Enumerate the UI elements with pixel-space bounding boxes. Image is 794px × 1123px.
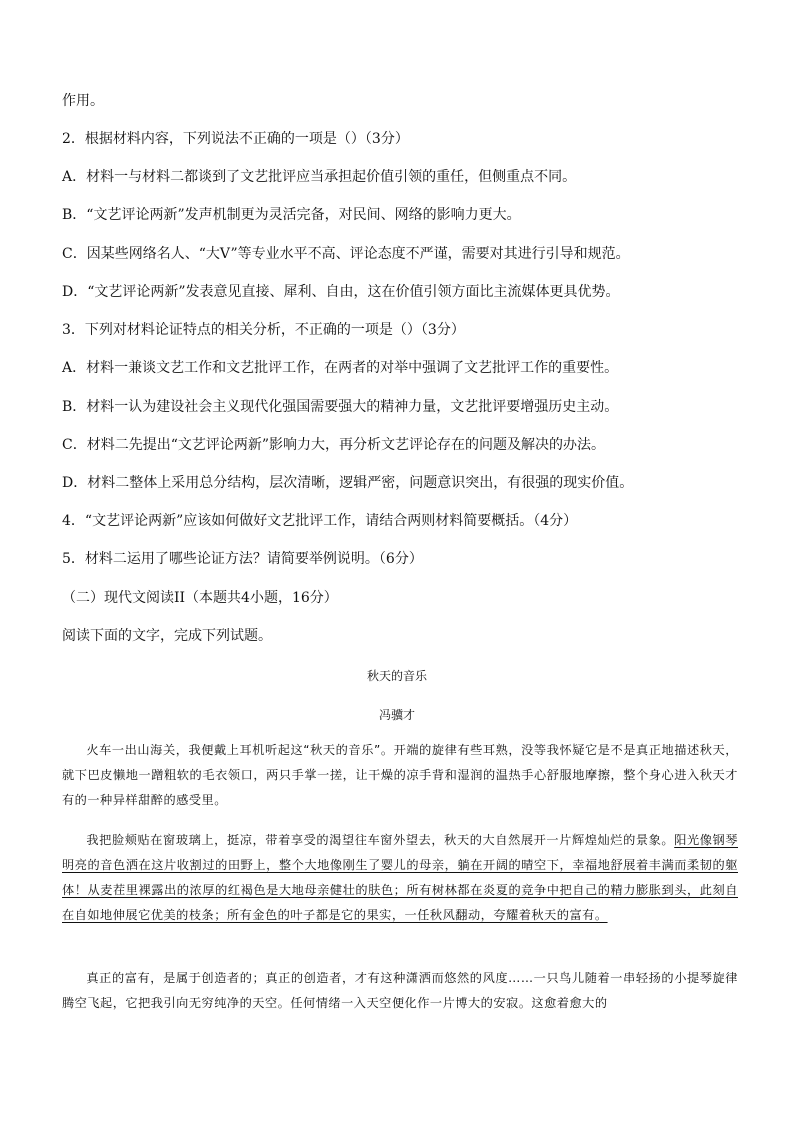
option-3d: D．材料二整体上采用总分结构，层次清晰，逻辑严密，问题意识突出，有很强的现实价值。 (62, 475, 634, 491)
article-title: 秋天的音乐 (366, 669, 427, 683)
question-2: 2．根据材料内容，下列说法不正确的一项是（）（3分） (62, 131, 409, 147)
article-paragraph-2 (62, 828, 738, 928)
reading-instruction: 阅读下面的文字，完成下列试题。 (62, 628, 272, 644)
paragraph-2-underlined: 阳光像钢琴明亮的音色洒在这片收割过的田野上，整个大地像刚生了婴儿的母亲，躺在开阔的晴空下，幸福地舒展着丰满而柔韧的躯体！从麦茬里裸露出的浓厚的红褐色是大地母亲健壮的肤色；所有树林都在炎夏的竞争中把自己的精力膨胀到头，此刻自在自如地伸展它优美的枝条；所有金色的叶子都是它的果实，一任秋风翻动，夸耀着秋天的富有。 (62, 833, 739, 922)
option-2c: C．因某些网络名人、“大V”等专业水平不高、评论态度不严谨，需要对其进行引导和规范。 (62, 246, 630, 262)
section-heading: （二）现代文阅读II（本题共4小题，16分） (62, 590, 338, 606)
option-2b: B．“文艺评论两新”发声机制更为灵活完备，对民间、网络的影响力更大。 (62, 207, 521, 223)
option-3c: C．材料二先提出“文艺评论两新”影响力大，再分析文艺评论存在的问题及解决的办法。 (62, 437, 606, 453)
article-author: 冯骥才 (378, 708, 415, 722)
question-5: 5．材料二运用了哪些论证方法？请简要举例说明。（6分） (62, 551, 423, 567)
option-2d: D．“文艺评论两新”发表意见直接、犀利、自由，这在价值引领方面比主流媒体更具优势。 (62, 284, 620, 300)
option-3a: A．材料一兼谈文艺工作和文艺批评工作，在两者的对举中强调了文艺批评工作的重要性。 (62, 360, 619, 376)
question-3: 3．下列对材料论证特点的相关分析，不正确的一项是（）（3分） (62, 322, 465, 338)
text-line: 作用。 (62, 93, 104, 109)
question-4: 4．“文艺评论两新”应该如何做好文艺批评工作，请结合两则材料简要概括。（4分） (62, 513, 578, 529)
article-paragraph-3: 真正的富有，是属于创造者的；真正的创造者，才有这种潇洒而悠然的风度……一只鸟儿随着一串轻扬的小提琴旋律腾空飞起，它把我引向无穷纯净的天空。任何情绪一入天空便化作一片博大的安寂。这愈着愈大的 (62, 971, 738, 1010)
option-3b: B．材料一认为建设社会主义现代化强国需要强大的精神力量，文艺批评要增强历史主动。 (62, 399, 619, 415)
paragraph-2-lead: 我把脸颊贴在窗玻璃上，挺凉，带着享受的渴望往车窗外望去，秋天的大自然展开一片辉煌灿烂的景象。 (86, 833, 675, 847)
option-2a: A．材料一与材料二都谈到了文艺批评应当承担起价值引领的重任，但侧重点不同。 (62, 169, 577, 185)
article-paragraph-1: 火车一出山海关，我便戴上耳机听起这“秋天的音乐”。开端的旋律有些耳熟，没等我怀疑它是不是真正地描述秋天，就下巴皮懒地一蹭粗软的毛衣领口，两只手掌一搓，让干燥的凉手背和湿润的温热手心舒服地摩擦，整个身心进入秋天才有的一种异样甜醉的感受里。 (62, 743, 738, 807)
